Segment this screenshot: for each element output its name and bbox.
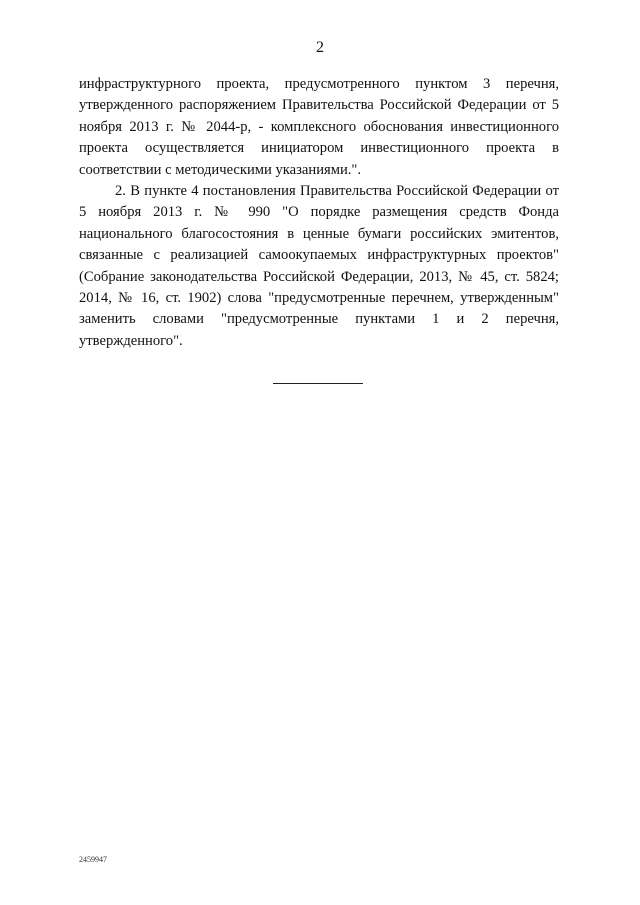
page-number: 2: [316, 39, 324, 56]
document-code: 2459947: [79, 855, 107, 864]
end-separator-line: [273, 383, 363, 384]
paragraph-item-2: 2. В пункте 4 постановления Правительства Российской Федерации от 5 ноября 2013 г. № 990 "О порядке размещения средств Фонда национального благосостояния в ценные бумаги российских эмитентов, связанные с реализацией самоокупаемых инфраструктурных проектов" (Собрание законодательства Российской Федерации, 2013, № 45, ст. 5824; 2014, № 16, ст. 1902) слова "предусмотренные перечнем, утвержденным" заменить словами "предусмотренные пунктами 1 и 2 перечня, утвержденного".: [79, 183, 559, 349]
document-body: [79, 74, 559, 352]
paragraph-continuation: инфраструктурного проекта, предусмотренного пунктом 3 перечня, утвержденного распоряжением Правительства Российской Федерации от 5 ноября 2013 г. № 2044-р, - комплексного обоснования инвестиционного проекта осуществляется инициатором инвестиционного проекта в соответствии с методическими указаниями.".: [79, 76, 559, 178]
